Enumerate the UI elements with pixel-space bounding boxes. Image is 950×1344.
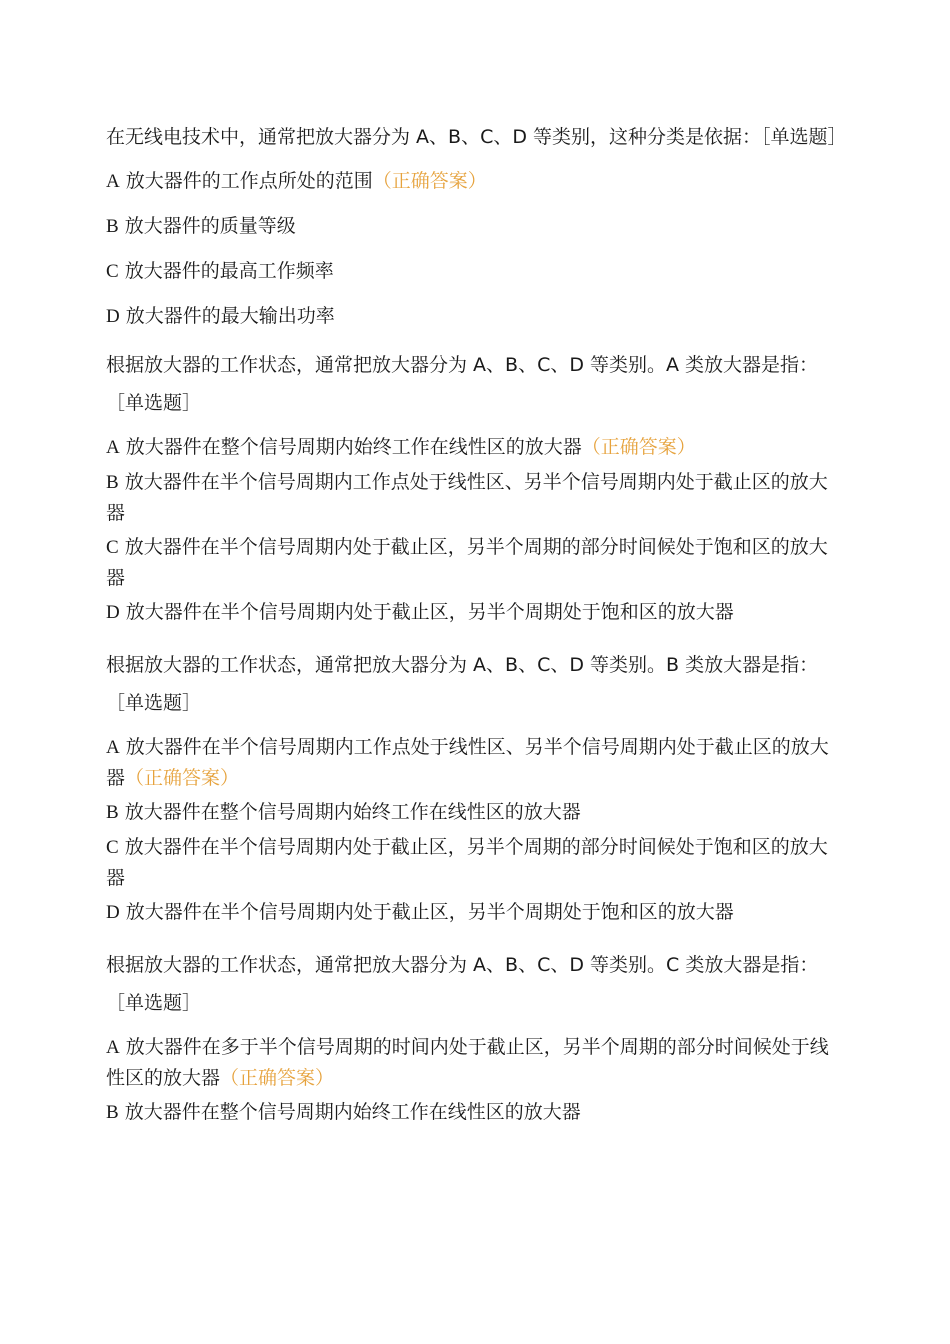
option-text: 放大器件在整个信号周期内始终工作在线性区的放大器 [125,436,582,458]
option-text: 放大器件的质量等级 [124,215,296,237]
question-block-4 [106,946,840,1128]
option-letter: A [106,171,120,192]
option-letter: A [106,1037,120,1058]
option-letter: D [106,902,120,923]
option-letter: B [106,216,119,237]
question-block-3 [106,646,840,928]
question-text: 根据放大器的工作状态，通常把放大器分为 A、B、C、D 等类别。C 类放大器是指：［单选题］ [106,954,819,1014]
option-text: 放大器件在半个信号周期内工作点处于线性区、另半个信号周期内处于截止区的放大器 [106,471,828,524]
option-item-c [106,256,840,287]
option-letter: A [106,437,120,458]
question-text: 在无线电技术中，通常把放大器分为 A、B、C、D 等类别，这种分类是依据：［单选题］ [106,126,847,148]
option-item-b [106,797,840,828]
option-text: 放大器件的最大输出功率 [125,305,335,327]
option-item-d [106,301,840,332]
option-text: 放大器件在整个信号周期内始终工作在线性区的放大器 [124,1101,581,1123]
document-page [106,118,847,1132]
option-letter: B [106,472,119,493]
option-item-b [106,467,840,528]
option-letter: A [106,737,120,758]
question-text: 根据放大器的工作状态，通常把放大器分为 A、B、C、D 等类别。B 类放大器是指：［单选题］ [106,654,819,714]
option-item-c [106,832,840,893]
option-text: 放大器件的最高工作频率 [124,260,334,282]
option-item-d [106,897,840,928]
option-list [106,732,840,928]
option-list [106,166,840,332]
option-item-a [106,166,840,197]
option-letter: C [106,261,119,282]
option-text: 放大器件在半个信号周期内处于截止区，另半个周期处于饱和区的放大器 [125,601,734,623]
option-item-c [106,532,840,593]
option-letter: B [106,802,119,823]
option-text: 放大器件在半个信号周期内处于截止区，另半个周期的部分时间候处于饱和区的放大器 [106,836,828,889]
option-text: 放大器件的工作点所处的范围 [125,170,373,192]
question-block-1 [106,118,847,332]
option-list [106,1032,840,1128]
option-text: 放大器件在多于半个信号周期的时间内处于截止区，另半个周期的部分时间候处于线性区的放大器 [106,1036,829,1089]
correct-answer-mark: （正确答案） [220,1067,335,1089]
correct-answer-mark: （正确答案） [581,436,696,458]
option-item-a [106,432,840,463]
option-letter: C [106,837,119,858]
option-item-b [106,211,840,242]
option-letter: D [106,602,120,623]
option-list [106,432,840,628]
option-text: 放大器件在半个信号周期内处于截止区，另半个周期的部分时间候处于饱和区的放大器 [106,536,828,589]
correct-answer-mark: （正确答案） [372,170,487,192]
correct-answer-mark: （正确答案） [125,767,240,789]
question-text: 根据放大器的工作状态，通常把放大器分为 A、B、C、D 等类别。A 类放大器是指：［单选题］ [106,354,819,414]
option-letter: B [106,1102,119,1123]
option-text: 放大器件在整个信号周期内始终工作在线性区的放大器 [124,801,581,823]
option-letter: D [106,306,120,327]
option-text: 放大器件在半个信号周期内处于截止区，另半个周期处于饱和区的放大器 [125,901,734,923]
option-text: 放大器件在半个信号周期内工作点处于线性区、另半个信号周期内处于截止区的放大器 [106,736,829,789]
option-item-d [106,597,840,628]
option-item-b [106,1097,840,1128]
option-item-a [106,732,840,793]
option-item-a [106,1032,840,1093]
question-block-2 [106,346,840,628]
option-letter: C [106,537,119,558]
